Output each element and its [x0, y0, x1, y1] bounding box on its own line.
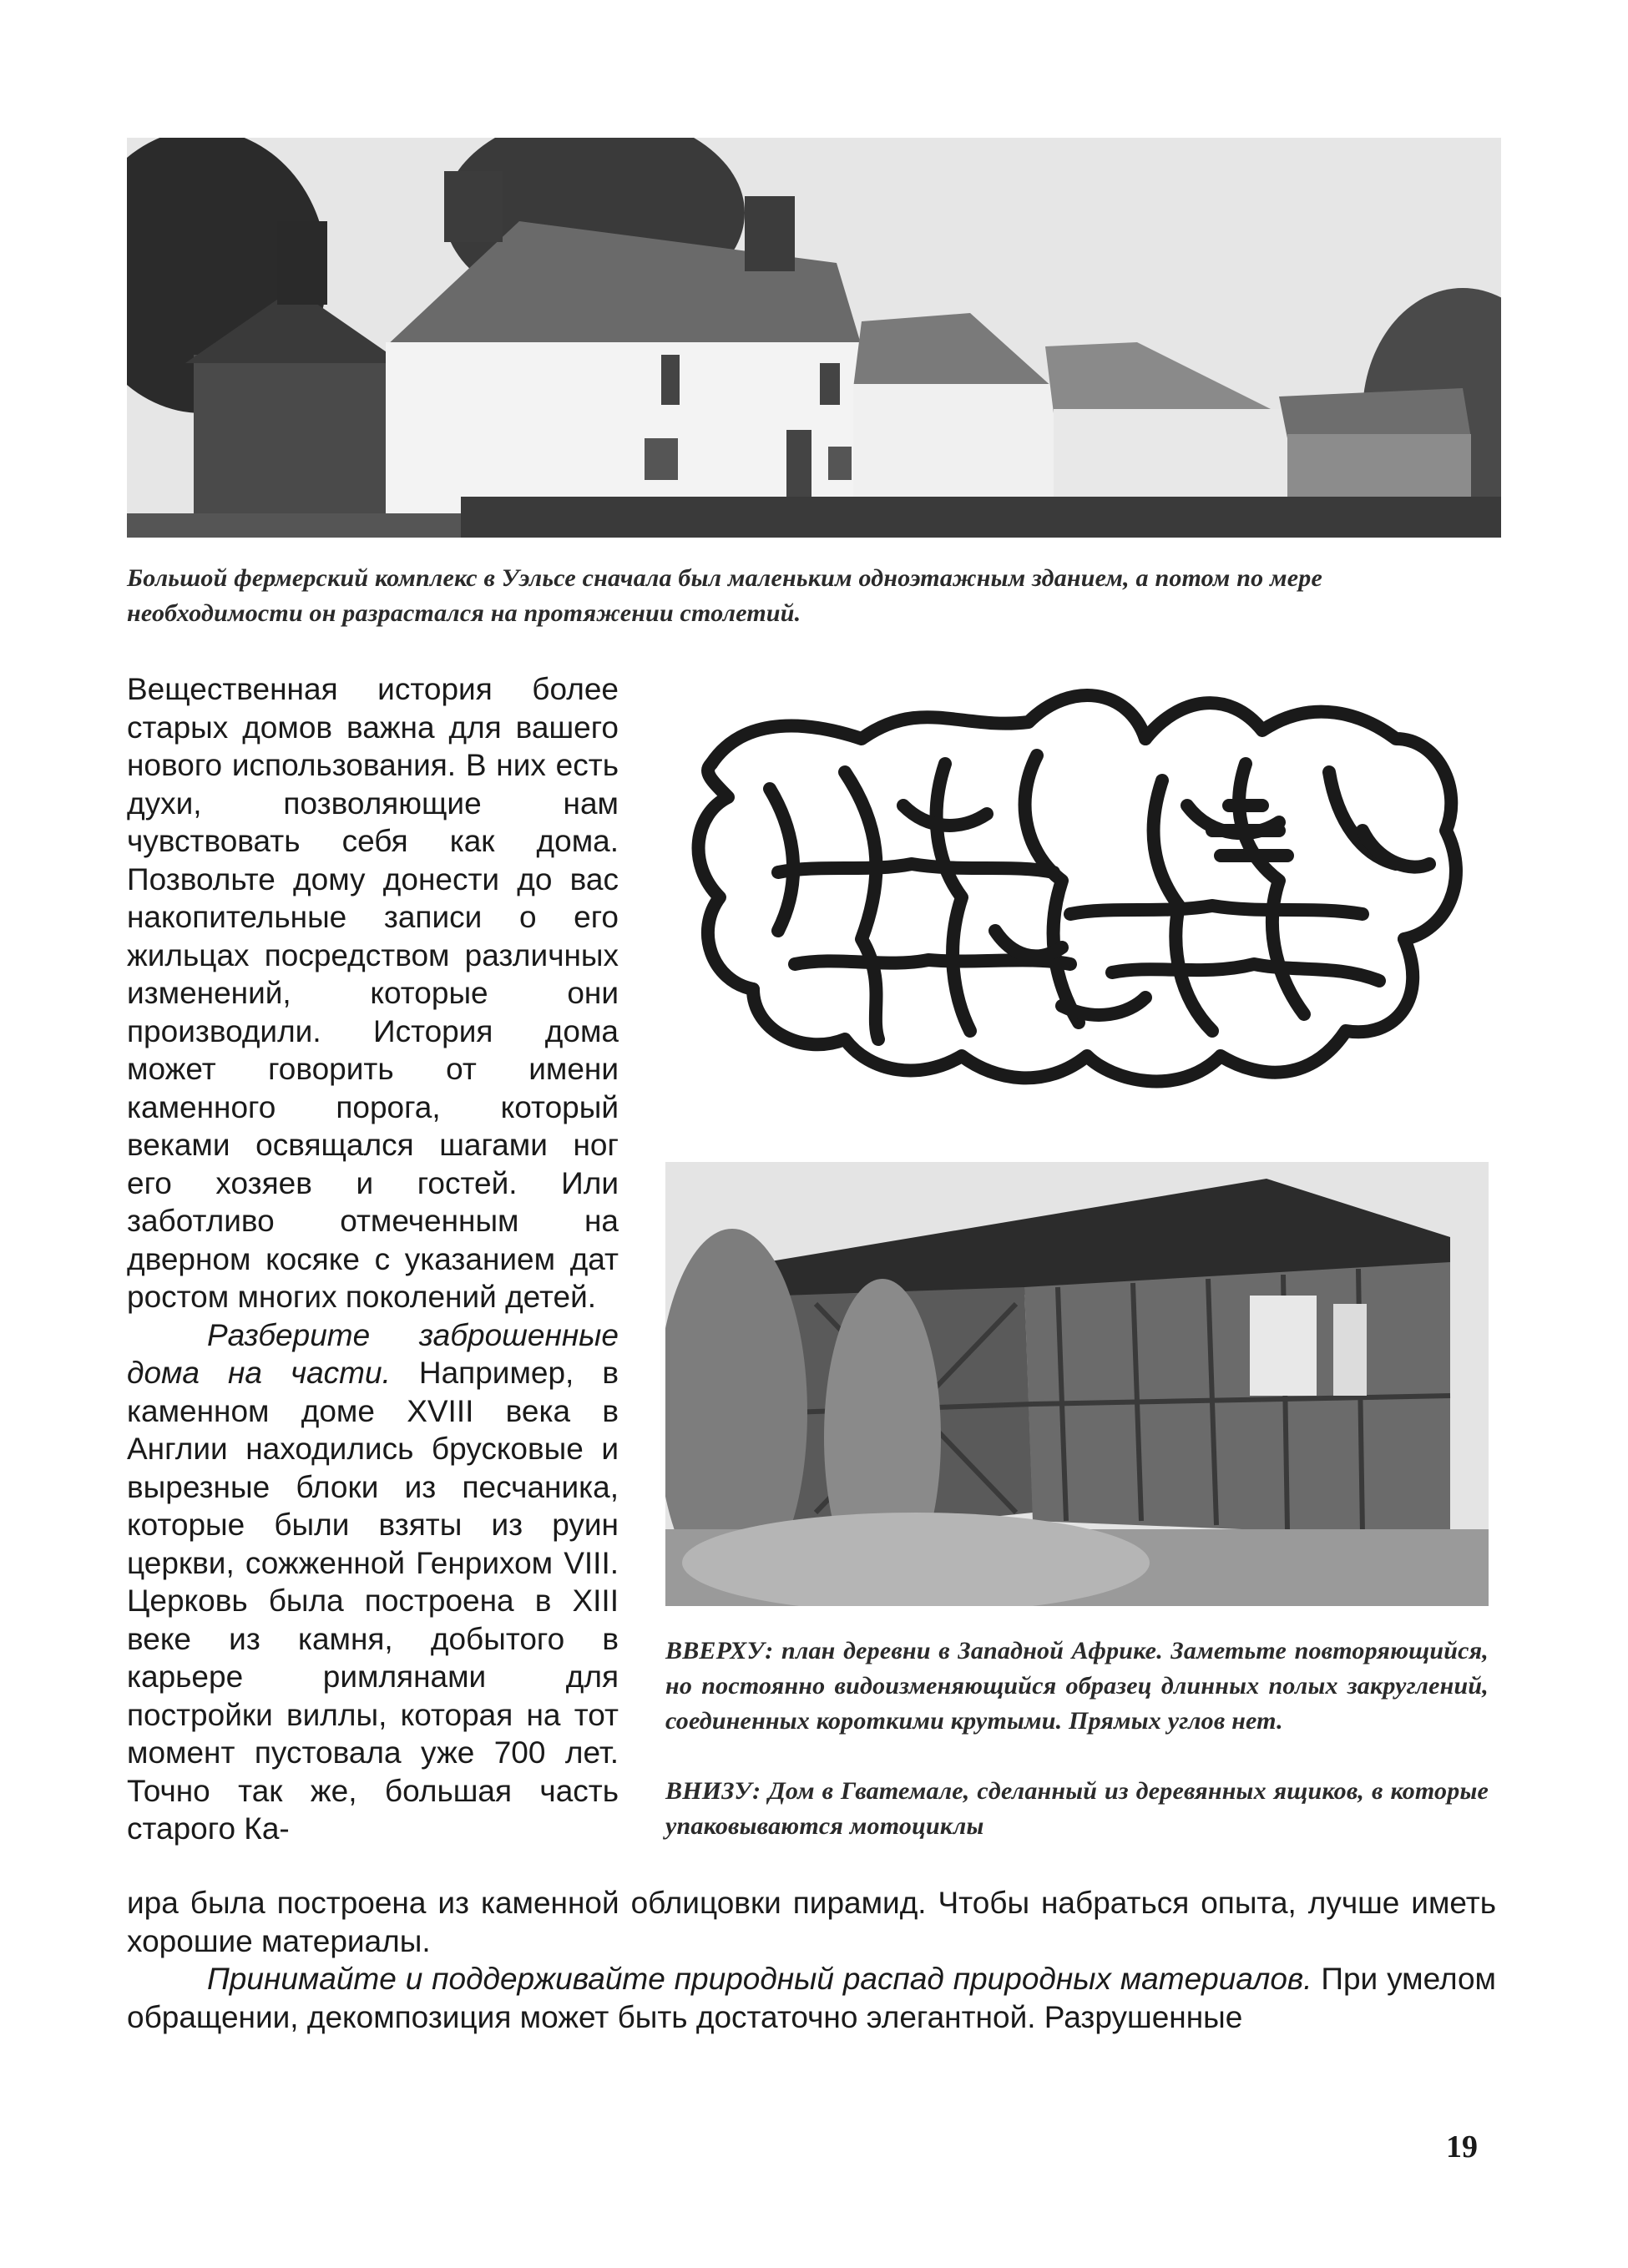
plan-caption: ВВЕРХУ: план деревни в Западной Африке. Заметьте повторяющийся, но постоянно видоизменяющийся образец длинных полых закруглений, соединенных короткими крутыми. Прямых углов нет.: [665, 1637, 1489, 1735]
farm-complex-photo: [127, 138, 1501, 538]
top-photo-caption: Большой фермерский комплекс в Уэльсе сначала был маленьким одноэтажным зданием, а потом по мере необходимости он разрастался на протяжении столетий.: [127, 564, 1322, 627]
house-caption: ВНИЗУ: Дом в Гватемале, сделанный из деревянных ящиков, в которые упаковываются мотоциклы: [665, 1777, 1489, 1840]
body-full-width: [127, 1884, 1496, 2036]
paragraph-2-continued: ира была построена из каменной облицовки пирамид. Чтобы набраться опыта, лучше иметь хорошие материалы.: [127, 1886, 1496, 1958]
paragraph-3-text: При умелом обращении, декомпозиция может быть достаточно элегантной. Разрушенные: [127, 1962, 1496, 2034]
page-number: 19: [1446, 2129, 1478, 2164]
paragraph-2-text: Например, в каменном доме XVIII века в Англии находились брусковые и вырезные блоки из песчаника, которые были взяты из руин церкви, сожженной Генрихом VIII. Церковь была построена в XIII веке из камня, добытого в карьере римлянами для постройки виллы, которая на тот момент пустовала уже 700 лет. Точно так же, большая часть старого Ка-: [127, 1356, 619, 1846]
paragraph-2-emphasis: Разберите заброшенные дома на части.: [127, 1317, 619, 1390]
paragraph-1: Вещественная история более старых домов важна для вашего нового использования. В них есть духи, позволяющие нам чувствовать себя как дома. Позвольте дому донести до вас накопительные записи о его жильцах посредством различных изменений, которые они производили. История дома может говорить от имени каменного порога, который веками освящался шагами ног его хозяев и гостей. Или заботливо отмеченным на дверном косяке с указанием дат ростом многих поколений детей.: [127, 672, 619, 1314]
paragraph-3: [127, 1960, 1496, 2036]
village-plan-drawing: [678, 664, 1479, 1114]
paragraph-3-emphasis: Принимайте и поддерживайте природный распад природных материалов.: [207, 1962, 1312, 1996]
crate-house-photo: [665, 1162, 1489, 1606]
body-left-column: [127, 670, 619, 1848]
paragraph-2: [127, 1316, 619, 1848]
